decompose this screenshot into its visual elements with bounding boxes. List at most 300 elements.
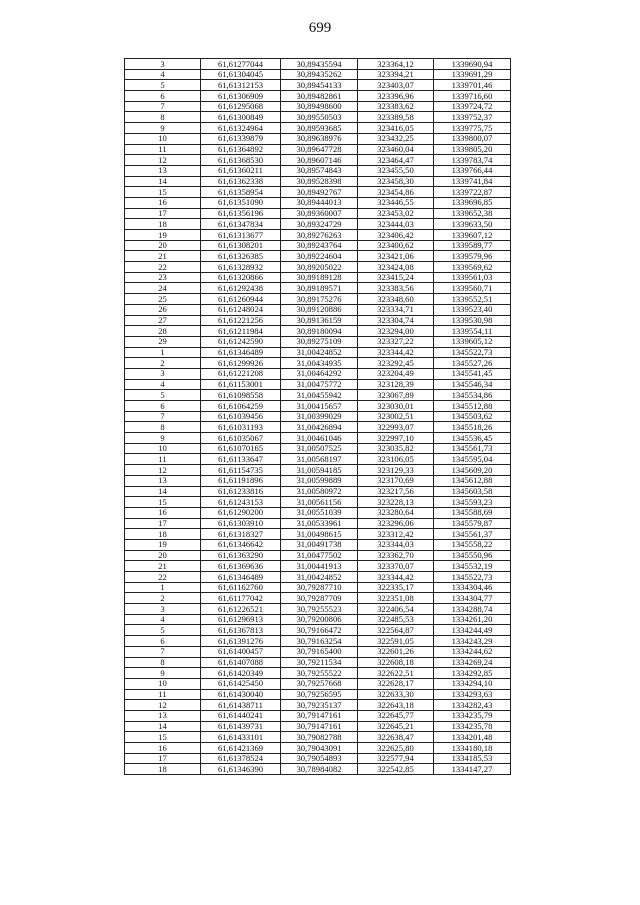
y-coordinate-cell: 1339783,74 [434,155,511,166]
y-coordinate-cell: 1339579,96 [434,251,511,262]
x-coordinate-cell: 322645,77 [358,710,434,721]
x-coordinate-cell: 323455,50 [358,165,434,176]
table-row [125,80,511,91]
point-number-cell: 6 [125,636,201,647]
y-coordinate-cell: 1345595,04 [434,454,511,465]
latitude-cell: 61,61277044 [201,59,281,70]
point-number-cell: 20 [125,240,201,251]
x-coordinate-cell: 322564,87 [358,625,434,636]
longitude-cell: 30,89205022 [281,262,358,273]
longitude-cell: 31,00426894 [281,422,358,433]
y-coordinate-cell: 1339752,37 [434,112,511,123]
table-row [125,539,511,550]
y-coordinate-cell: 1339523,40 [434,304,511,315]
point-number-cell: 11 [125,689,201,700]
table-row [125,743,511,754]
y-coordinate-cell: 1339633,50 [434,219,511,230]
latitude-cell: 61,61318327 [201,529,281,540]
x-coordinate-cell: 323296,06 [358,518,434,529]
table-row [125,219,511,230]
x-coordinate-cell: 323030,01 [358,401,434,412]
y-coordinate-cell: 1334244,49 [434,625,511,636]
longitude-cell: 31,00415657 [281,401,358,412]
table-row [125,625,511,636]
longitude-cell: 30,79054893 [281,753,358,764]
table-row [125,582,511,593]
x-coordinate-cell: 323312,42 [358,529,434,540]
point-number-cell: 24 [125,283,201,294]
y-coordinate-cell: 1345558,22 [434,539,511,550]
x-coordinate-cell: 322608,18 [358,657,434,668]
table-row [125,443,511,454]
point-number-cell: 11 [125,454,201,465]
point-number-cell: 12 [125,155,201,166]
table-row [125,187,511,198]
table-row [125,486,511,497]
table-row [125,465,511,476]
point-number-cell: 19 [125,230,201,241]
table-row [125,497,511,508]
longitude-cell: 30,89492767 [281,187,358,198]
y-coordinate-cell: 1334147,27 [434,764,511,775]
longitude-cell: 30,79147161 [281,721,358,732]
y-coordinate-cell: 1345541,45 [434,368,511,379]
table-row [125,572,511,583]
y-coordinate-cell: 1339554,11 [434,326,511,337]
longitude-cell: 30,79256595 [281,689,358,700]
y-coordinate-cell: 1339589,77 [434,240,511,251]
latitude-cell: 61,61153001 [201,379,281,390]
point-number-cell: 23 [125,272,201,283]
longitude-cell: 30,89175276 [281,294,358,305]
latitude-cell: 61,61306909 [201,91,281,102]
y-coordinate-cell: 1339716,60 [434,91,511,102]
point-number-cell: 27 [125,315,201,326]
longitude-cell: 31,00399029 [281,411,358,422]
point-number-cell: 29 [125,336,201,347]
x-coordinate-cell: 322643,18 [358,700,434,711]
y-coordinate-cell: 1334293,63 [434,689,511,700]
y-coordinate-cell: 1334304,77 [434,593,511,604]
latitude-cell: 61,61391276 [201,636,281,647]
point-number-cell: 15 [125,732,201,743]
longitude-cell: 31,00599889 [281,475,358,486]
x-coordinate-cell: 323460,04 [358,144,434,155]
latitude-cell: 61,61308201 [201,240,281,251]
table-row [125,133,511,144]
longitude-cell: 31,00568197 [281,454,358,465]
y-coordinate-cell: 1345603,58 [434,486,511,497]
x-coordinate-cell: 322335,17 [358,582,434,593]
longitude-cell: 30,89360007 [281,208,358,219]
point-number-cell: 10 [125,678,201,689]
y-coordinate-cell: 1339722,87 [434,187,511,198]
longitude-cell: 30,89136159 [281,315,358,326]
longitude-cell: 31,00491738 [281,539,358,550]
longitude-cell: 30,79165400 [281,646,358,657]
latitude-cell: 61,61162760 [201,582,281,593]
longitude-cell: 30,79255523 [281,604,358,615]
table-row [125,155,511,166]
longitude-cell: 31,00594185 [281,465,358,476]
longitude-cell: 30,89276263 [281,230,358,241]
point-number-cell: 19 [125,539,201,550]
longitude-cell: 30,79166472 [281,625,358,636]
point-number-cell: 14 [125,176,201,187]
longitude-cell: 31,00461046 [281,433,358,444]
point-number-cell: 16 [125,507,201,518]
longitude-cell: 30,89593685 [281,123,358,134]
point-number-cell: 21 [125,561,201,572]
latitude-cell: 61,61346390 [201,764,281,775]
table-row [125,561,511,572]
latitude-cell: 61,61425450 [201,678,281,689]
point-number-cell: 8 [125,112,201,123]
longitude-cell: 30,89528398 [281,176,358,187]
longitude-cell: 30,89498600 [281,101,358,112]
table-row [125,454,511,465]
point-number-cell: 9 [125,433,201,444]
latitude-cell: 61,61292438 [201,283,281,294]
y-coordinate-cell: 1339607,12 [434,230,511,241]
x-coordinate-cell: 323444,03 [358,219,434,230]
point-number-cell: 10 [125,443,201,454]
x-coordinate-cell: 323280,64 [358,507,434,518]
y-coordinate-cell: 1345550,96 [434,550,511,561]
table-row [125,390,511,401]
latitude-cell: 61,61242590 [201,336,281,347]
point-number-cell: 12 [125,465,201,476]
table-row [125,358,511,369]
y-coordinate-cell: 1339701,46 [434,80,511,91]
longitude-cell: 31,00464292 [281,368,358,379]
table-row [125,347,511,358]
table-row [125,294,511,305]
table-row [125,304,511,315]
x-coordinate-cell: 323396,96 [358,91,434,102]
longitude-cell: 30,79147161 [281,710,358,721]
point-number-cell: 17 [125,753,201,764]
table-row [125,518,511,529]
table-row [125,550,511,561]
y-coordinate-cell: 1339552,51 [434,294,511,305]
table-row [125,604,511,615]
x-coordinate-cell: 323394,21 [358,69,434,80]
x-coordinate-cell: 322638,47 [358,732,434,743]
x-coordinate-cell: 323416,05 [358,123,434,134]
x-coordinate-cell: 322997,10 [358,433,434,444]
latitude-cell: 61,61290200 [201,507,281,518]
latitude-cell: 61,61339879 [201,133,281,144]
latitude-cell: 61,61362338 [201,176,281,187]
point-number-cell: 25 [125,294,201,305]
x-coordinate-cell: 322542,85 [358,764,434,775]
x-coordinate-cell: 323170,69 [358,475,434,486]
longitude-cell: 30,89224604 [281,251,358,262]
table-row [125,326,511,337]
table-row [125,475,511,486]
x-coordinate-cell: 323344,42 [358,347,434,358]
x-coordinate-cell: 323383,62 [358,101,434,112]
point-number-cell: 21 [125,251,201,262]
latitude-cell: 61,61438711 [201,700,281,711]
table-row [125,614,511,625]
longitude-cell: 30,89638976 [281,133,358,144]
y-coordinate-cell: 1345518,26 [434,422,511,433]
y-coordinate-cell: 1345593,23 [434,497,511,508]
table-row [125,91,511,102]
latitude-cell: 61,61439731 [201,721,281,732]
point-number-cell: 4 [125,614,201,625]
latitude-cell: 61,61211984 [201,326,281,337]
table-row [125,176,511,187]
longitude-cell: 30,89454133 [281,80,358,91]
latitude-cell: 61,61098558 [201,390,281,401]
point-number-cell: 3 [125,368,201,379]
x-coordinate-cell: 323294,00 [358,326,434,337]
table-row [125,69,511,80]
longitude-cell: 30,79043091 [281,743,358,754]
point-number-cell: 17 [125,518,201,529]
x-coordinate-cell: 322406,54 [358,604,434,615]
latitude-cell: 61,61430040 [201,689,281,700]
latitude-cell: 61,61433101 [201,732,281,743]
longitude-cell: 31,00551039 [281,507,358,518]
table-row [125,401,511,412]
y-coordinate-cell: 1345588,69 [434,507,511,518]
table-row [125,368,511,379]
latitude-cell: 61,61260944 [201,294,281,305]
point-number-cell: 9 [125,123,201,134]
table-row [125,283,511,294]
point-number-cell: 16 [125,197,201,208]
latitude-cell: 61,61326385 [201,251,281,262]
x-coordinate-cell: 323464,47 [358,155,434,166]
table-row [125,678,511,689]
longitude-cell: 31,00533961 [281,518,358,529]
table-row [125,251,511,262]
y-coordinate-cell: 1339690,94 [434,59,511,70]
table-row [125,593,511,604]
point-number-cell: 28 [125,326,201,337]
x-coordinate-cell: 323128,39 [358,379,434,390]
longitude-cell: 30,89435262 [281,69,358,80]
longitude-cell: 31,00424852 [281,572,358,583]
latitude-cell: 61,61400457 [201,646,281,657]
y-coordinate-cell: 1345503,62 [434,411,511,422]
point-number-cell: 4 [125,69,201,80]
table-row [125,230,511,241]
x-coordinate-cell: 322351,08 [358,593,434,604]
x-coordinate-cell: 323454,86 [358,187,434,198]
point-number-cell: 13 [125,710,201,721]
latitude-cell: 61,61133647 [201,454,281,465]
x-coordinate-cell: 322577,94 [358,753,434,764]
y-coordinate-cell: 1339696,85 [434,197,511,208]
x-coordinate-cell: 322645,21 [358,721,434,732]
point-number-cell: 14 [125,721,201,732]
y-coordinate-cell: 1339805,20 [434,144,511,155]
latitude-cell: 61,61378524 [201,753,281,764]
page-number: 699 [308,20,332,36]
point-number-cell: 7 [125,101,201,112]
latitude-cell: 61,61346489 [201,572,281,583]
longitude-cell: 31,00441913 [281,561,358,572]
latitude-cell: 61,61221208 [201,368,281,379]
x-coordinate-cell: 322628,17 [358,678,434,689]
x-coordinate-cell: 323304,74 [358,315,434,326]
table-row [125,732,511,743]
x-coordinate-cell: 322601,26 [358,646,434,657]
table-row [125,636,511,647]
point-number-cell: 10 [125,133,201,144]
y-coordinate-cell: 1339691,29 [434,69,511,80]
point-number-cell: 13 [125,475,201,486]
y-coordinate-cell: 1345612,88 [434,475,511,486]
y-coordinate-cell: 1345522,73 [434,572,511,583]
x-coordinate-cell: 323217,56 [358,486,434,497]
longitude-cell: 30,89444013 [281,197,358,208]
x-coordinate-cell: 322622,51 [358,668,434,679]
x-coordinate-cell: 323403,07 [358,80,434,91]
latitude-cell: 61,61177042 [201,593,281,604]
latitude-cell: 61,61421369 [201,743,281,754]
point-number-cell: 5 [125,625,201,636]
y-coordinate-cell: 1345527,26 [434,358,511,369]
table-row [125,315,511,326]
y-coordinate-cell: 1334282,43 [434,700,511,711]
latitude-cell: 61,61420349 [201,668,281,679]
latitude-cell: 61,61407088 [201,657,281,668]
latitude-cell: 61,61300849 [201,112,281,123]
point-number-cell: 1 [125,582,201,593]
coordinates-table [124,58,511,775]
y-coordinate-cell: 1334269,24 [434,657,511,668]
x-coordinate-cell: 323389,58 [358,112,434,123]
table-row [125,336,511,347]
latitude-cell: 61,61064259 [201,401,281,412]
point-number-cell: 7 [125,411,201,422]
latitude-cell: 61,61367813 [201,625,281,636]
point-number-cell: 15 [125,187,201,198]
longitude-cell: 31,00498615 [281,529,358,540]
x-coordinate-cell: 323458,30 [358,176,434,187]
x-coordinate-cell: 323348,60 [358,294,434,305]
x-coordinate-cell: 323129,33 [358,465,434,476]
latitude-cell: 61,61369636 [201,561,281,572]
point-number-cell: 11 [125,144,201,155]
point-number-cell: 1 [125,347,201,358]
longitude-cell: 30,89647728 [281,144,358,155]
longitude-cell: 30,89482861 [281,91,358,102]
table-row [125,101,511,112]
table-row [125,710,511,721]
y-coordinate-cell: 1339569,62 [434,262,511,273]
table-row [125,197,511,208]
y-coordinate-cell: 1334185,53 [434,753,511,764]
y-coordinate-cell: 1345512,88 [434,401,511,412]
x-coordinate-cell: 323228,13 [358,497,434,508]
y-coordinate-cell: 1345561,73 [434,443,511,454]
latitude-cell: 61,61328932 [201,262,281,273]
x-coordinate-cell: 323362,70 [358,550,434,561]
latitude-cell: 61,61347834 [201,219,281,230]
latitude-cell: 61,61191896 [201,475,281,486]
point-number-cell: 17 [125,208,201,219]
point-number-cell: 2 [125,593,201,604]
longitude-cell: 31,00424852 [281,347,358,358]
x-coordinate-cell: 323415,24 [358,272,434,283]
y-coordinate-cell: 1339605,12 [434,336,511,347]
y-coordinate-cell: 1334235,79 [434,710,511,721]
latitude-cell: 61,61364892 [201,144,281,155]
latitude-cell: 61,61360211 [201,165,281,176]
point-number-cell: 20 [125,550,201,561]
x-coordinate-cell: 323364,12 [358,59,434,70]
latitude-cell: 61,61295068 [201,101,281,112]
x-coordinate-cell: 323035,82 [358,443,434,454]
longitude-cell: 30,79211534 [281,657,358,668]
y-coordinate-cell: 1334304,46 [434,582,511,593]
x-coordinate-cell: 323400,62 [358,240,434,251]
x-coordinate-cell: 323106,05 [358,454,434,465]
longitude-cell: 31,00580972 [281,486,358,497]
x-coordinate-cell: 323446,55 [358,197,434,208]
point-number-cell: 3 [125,604,201,615]
x-coordinate-cell: 323002,51 [358,411,434,422]
point-number-cell: 4 [125,379,201,390]
point-number-cell: 22 [125,262,201,273]
x-coordinate-cell: 323344,03 [358,539,434,550]
point-number-cell: 13 [125,165,201,176]
point-number-cell: 12 [125,700,201,711]
x-coordinate-cell: 323383,56 [358,283,434,294]
y-coordinate-cell: 1345546,34 [434,379,511,390]
latitude-cell: 61,61035067 [201,433,281,444]
latitude-cell: 61,61346642 [201,539,281,550]
point-number-cell: 18 [125,764,201,775]
longitude-cell: 30,89120886 [281,304,358,315]
point-number-cell: 14 [125,486,201,497]
latitude-cell: 61,61233816 [201,486,281,497]
latitude-cell: 61,61226521 [201,604,281,615]
table-row [125,144,511,155]
latitude-cell: 61,61351090 [201,197,281,208]
point-number-cell: 2 [125,358,201,369]
y-coordinate-cell: 1345579,87 [434,518,511,529]
y-coordinate-cell: 1334201,48 [434,732,511,743]
longitude-cell: 31,00561156 [281,497,358,508]
y-coordinate-cell: 1345609,20 [434,465,511,476]
table-row [125,123,511,134]
x-coordinate-cell: 323334,71 [358,304,434,315]
latitude-cell: 61,61031193 [201,422,281,433]
x-coordinate-cell: 322591,05 [358,636,434,647]
latitude-cell: 61,61248024 [201,304,281,315]
latitude-cell: 61,61312153 [201,80,281,91]
y-coordinate-cell: 1334235,78 [434,721,511,732]
longitude-cell: 30,79082788 [281,732,358,743]
latitude-cell: 61,61320866 [201,272,281,283]
longitude-cell: 30,89607146 [281,155,358,166]
y-coordinate-cell: 1345536,45 [434,433,511,444]
x-coordinate-cell: 323344,42 [358,572,434,583]
y-coordinate-cell: 1334244,62 [434,646,511,657]
y-coordinate-cell: 1339800,07 [434,133,511,144]
table-row [125,689,511,700]
table-row [125,764,511,775]
latitude-cell: 61,61154735 [201,465,281,476]
